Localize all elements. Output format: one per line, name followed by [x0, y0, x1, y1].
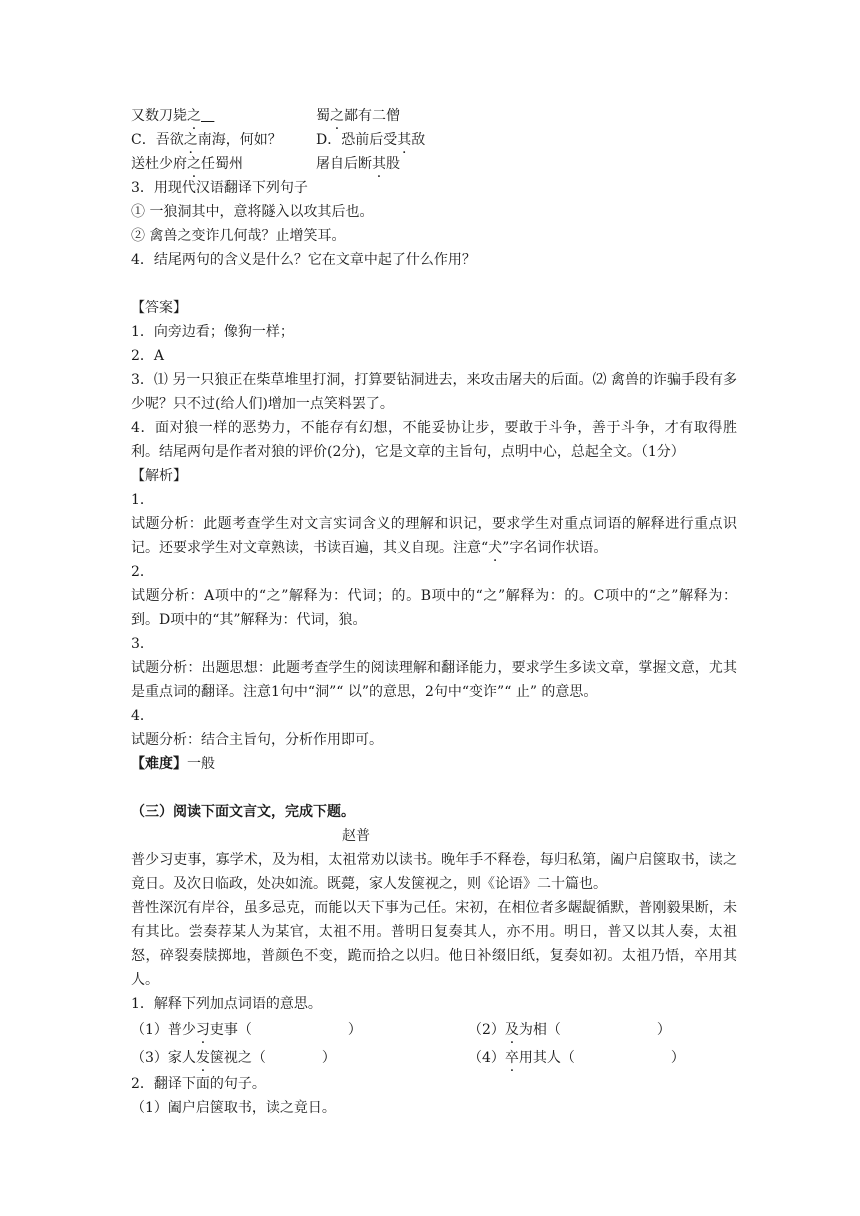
answer-4: 4．面对狼一样的恶势力，不能存有幻想，不能妥协让步，要敢于斗争，善于斗争，才有取得胜利。结尾两句是作者对狼的评价(2分)，它是文章的主旨句，点明中心，总起全文。（1分） [131, 420, 737, 460]
question-1-item-4: （4）卒用其人（ ） [468, 1050, 685, 1066]
question-3: 3．用现代汉语翻译下列句子 [131, 180, 308, 196]
question-3-item-1: ① 一狼洞其中，意将隧入以攻其后也。 [131, 204, 374, 220]
analysis-number-4: 4． [131, 708, 154, 724]
option-row-2 [131, 128, 737, 152]
difficulty [131, 752, 737, 776]
analysis-number-2: 2． [131, 564, 154, 580]
option-row-3 [131, 152, 737, 176]
passage-paragraph-1: 普少习吏事，寡学术，及为相，太祖常劝以读书。晚年手不释卷，每归私第，阖户启箧取书，读之竟日。及次日临政，处决如流。既薨，家人发箧视之，则《论语》二十篇也。 [131, 852, 737, 892]
question-2: 2．翻译下面的句子。 [131, 1076, 266, 1092]
section-heading: （三）阅读下面文言文，完成下题。 [131, 804, 355, 820]
analysis-text-4: 试题分析：结合主旨句，分析作用即可。 [131, 732, 383, 748]
option-d: D．恐前后受其敌 [316, 132, 426, 148]
question-1-row-2 [131, 1044, 737, 1072]
question-1: 1．解释下列加点词语的意思。 [131, 996, 322, 1012]
question-1-item-1: （1）普少习吏事（ ） [131, 1022, 362, 1038]
passage-title: 赵普 [342, 828, 370, 844]
answer-3: 3．⑴ 另一只狼正在柴草堆里打洞，打算要钻洞进去，来攻击屠夫的后面。⑵ 禽兽的诈骗手段有多少呢？只不过(给人们)增加一点笑料罢了。 [131, 372, 737, 412]
passage-paragraph-2: 普性深沉有岸谷，虽多忌克，而能以天下事为己任。宋初，在相位者多龌龊循默，普刚毅果断，未有其比。尝奏荐某人为某官，太祖不用。普明日复奏其人，亦不用。明日，普又以其人奏，太祖怒，碎裂奏牍掷地，普颜色不变，跪而拾之以归。他日补缀旧纸，复奏如初。太祖乃悟，卒用其人。 [131, 900, 737, 988]
analysis-text-2: 试题分析：A项中的“之”解释为：代词；的。B项中的“之”解释为：的。C项中的“之”解释为：到。D项中的“其”解释为：代词，狼。 [131, 588, 737, 628]
option-a-text: 又数刀毙之 [131, 108, 201, 124]
option-row-1 [131, 104, 737, 128]
question-3-item-2: ② 禽兽之变诈几何哉？止增笑耳。 [131, 228, 346, 244]
spacer [131, 272, 737, 296]
answer-1: 1．向旁边看；像狗一样； [131, 324, 294, 340]
question-1-item-3: （3）家人发箧视之（ ） [131, 1050, 336, 1066]
document-page [131, 104, 737, 1120]
option-b-text: 蜀之鄙有二僧 [316, 108, 400, 124]
answer-heading: 【答案】 [131, 300, 187, 316]
analysis-number-3: 3． [131, 636, 154, 652]
analysis-text-3: 试题分析：出题思想：此题考查学生的阅读理解和翻译能力，要求学生多读文章，掌握文意，尤其是重点词的翻译。注意1句中“洞”“ 以”的意思，2句中“变诈”“ 止” 的意思。 [131, 660, 737, 700]
question-2-item-1: （1）阖户启箧取书，读之竟日。 [131, 1100, 336, 1116]
analysis-heading: 【解析】 [131, 468, 187, 484]
option-d-text: 屠自后断其股 [316, 156, 400, 172]
answer-2: 2．A [131, 348, 165, 364]
question-1-row-1 [131, 1016, 737, 1044]
option-c-text: 送杜少府之任蜀州 [131, 156, 243, 172]
question-4: 4．结尾两句的含义是什么？它在文章中起了什么作用？ [131, 252, 476, 268]
analysis-text-1: 试题分析：此题考查学生对文言实词含义的理解和识记，要求学生对重点词语的解释进行重点识记。还要求学生对文章熟读，书读百遍，其义自现。注意“犬”字名词作状语。 [131, 516, 737, 556]
spacer [131, 776, 737, 800]
option-c: C．吾欲之南海，何如？ [131, 132, 282, 148]
question-1-item-2: （2）及为相（ ） [468, 1022, 671, 1038]
difficulty-value: 一般 [187, 756, 215, 772]
analysis-number-1: 1． [131, 492, 154, 508]
difficulty-label: 【难度】 [131, 756, 187, 772]
